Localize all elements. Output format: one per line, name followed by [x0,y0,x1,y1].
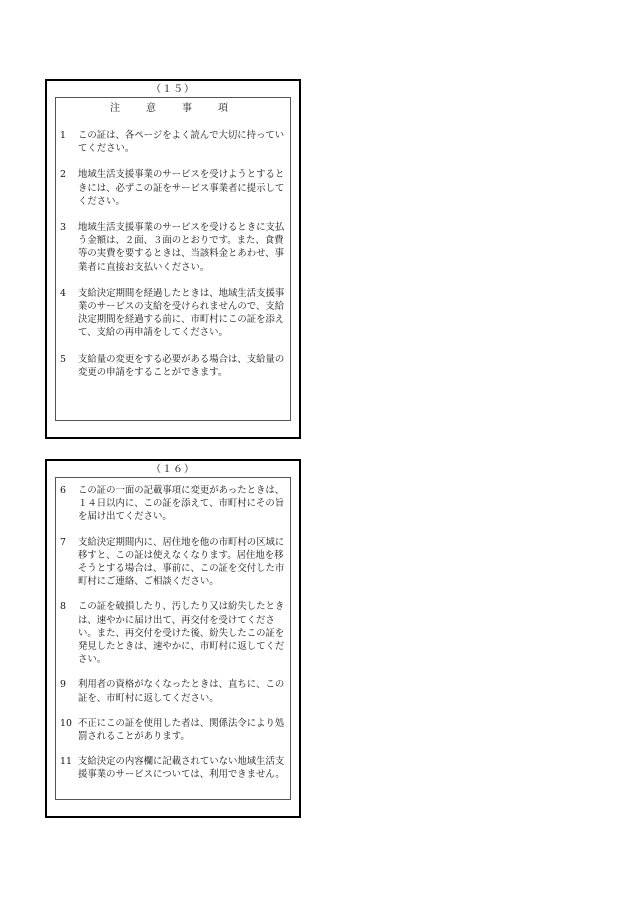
page-number: （１５） [151,84,195,95]
notice-heading: 注 意 事 項 [110,103,236,114]
notice-page-15 [45,79,301,439]
notice-number: 9 [60,679,66,691]
notice-number: 10 [60,717,72,729]
notice-item [60,353,286,379]
notice-frame [55,97,291,421]
notice-number: 4 [60,287,66,299]
notice-page-16 [45,459,301,818]
notice-text: 支給決定の内容欄に記載されていない地域生活支援事業のサービスについては、利用できません。 [78,756,285,781]
page-number: （１６） [151,464,195,475]
notice-number: 1 [60,130,66,141]
notice-text: 地域生活支援事業のサービスを受けるときに支払う金額は、２面、３面のとおりです。また、食費等の実費を要するときは、当該料金とあわせ、事業者に直接お支払いください。 [78,222,285,273]
notice-number: 5 [60,353,66,365]
notice-item [60,717,286,743]
notice-item [60,168,286,208]
notice-text: 支給量の変更をする必要がある場合は、支給量の変更の申請をすることができます。 [78,353,285,378]
notice-list [60,484,286,782]
notice-number: 2 [60,169,66,181]
notice-item [60,755,286,781]
notice-item [60,536,286,589]
notice-text: この証を破損したり、汚したり又は紛失したときは、速やかに届け出て、再交付を受けてください。また、再交付を受けた後、紛失したこの証を発見したときは、速やかに、市町村に返してください。 [78,601,285,666]
notice-text: この証の一面の記載事項に変更があったときは、１４日以内に、この証を添えて、市町村にその旨を届け出てください。 [78,485,285,523]
notice-number: 8 [60,601,66,613]
notice-number: 6 [60,485,66,496]
notice-item [60,600,286,666]
notice-item [60,484,286,524]
notice-item [60,221,286,274]
notice-text: 支給決定期間内に、居住地を他の市町村の区域に移すと、この証は使えなくなります。居住地を移そうとする場合は、事前に、この証を交付した市町村にご連絡、ご相談ください。 [78,536,285,588]
notice-text: この証は、各ページをよく読んで大切に持っていてください。 [78,130,285,155]
notice-text: 不正にこの証を使用した者は、関係法令により処罰されることがあります。 [78,717,285,743]
notice-item [60,287,286,340]
notice-item [60,129,286,155]
notice-frame [55,477,291,800]
notice-text: 地域生活支援事業のサービスを受けようとするときには、必ずこの証をサービス事業者に提示してください。 [78,169,285,207]
notice-number: 3 [60,222,66,234]
notice-number: 7 [60,536,66,548]
notice-list [60,129,286,379]
notice-text: 利用者の資格がなくなったときは、直ちに、この証を、市町村に返してください。 [78,679,285,704]
notice-item [60,678,286,704]
notice-number: 11 [60,756,72,768]
notice-text: 支給決定期間を経過したときは、地域生活支援事業のサービスの支給を受けられませんので、支給決定期間を経過する前に、市町村にこの証を添えて、支給の再申請をしてください。 [78,287,285,339]
